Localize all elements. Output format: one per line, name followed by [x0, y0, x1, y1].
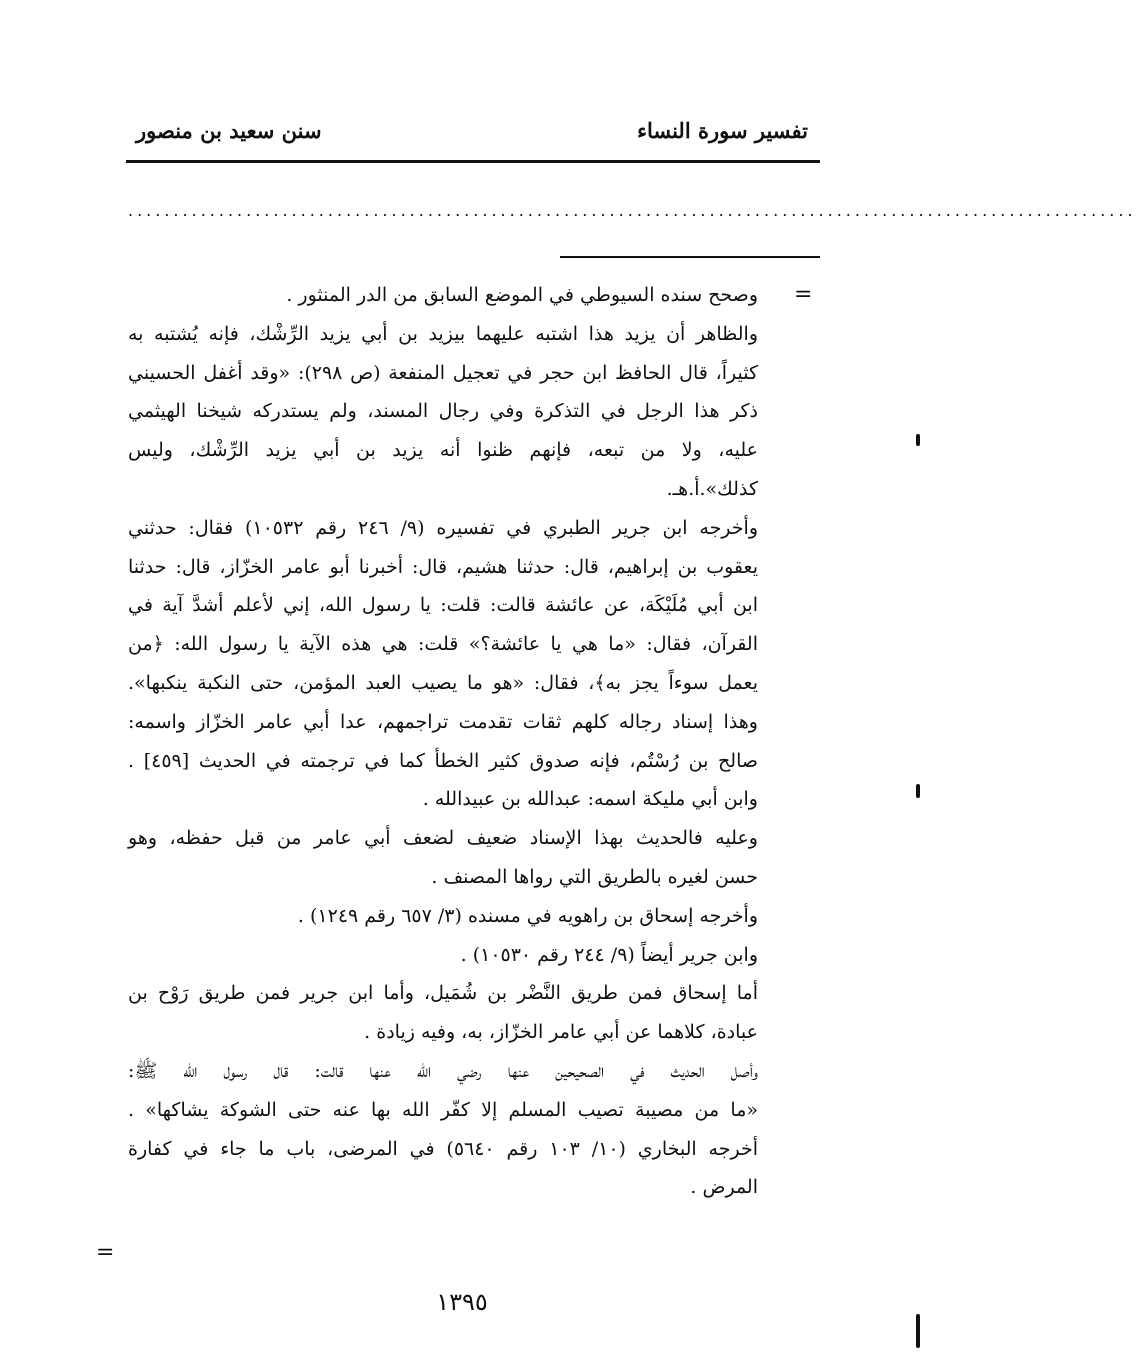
footnote-line: المرض . [690, 1176, 758, 1199]
edge-mark [916, 1314, 920, 1348]
edge-mark [916, 434, 920, 446]
header-rule [126, 160, 820, 163]
footnote-continuation-marker: = [794, 282, 813, 307]
footnote-line: ذكر هذا الرجل في التذكرة وفي رجال المسند، ولم يستدركه شيخنا الهيثمي [128, 400, 758, 423]
footnote-line: وابن جرير أيضاً (٩/ ٢٤٤ رقم ١٠٥٣٠) . [460, 943, 758, 966]
footnote-line: وأصل الحديث في الصحيحين عنها رضي الله عنها قالت: قال رسول الله ﷺ: [128, 1060, 758, 1082]
page-number: ١٣٩٥ [436, 1288, 488, 1316]
footnote-line: وصحح سنده السيوطي في الموضع السابق من الدر المنثور . [286, 284, 758, 306]
edge-mark [916, 784, 920, 798]
running-header-surah: تفسير سورة النساء [637, 118, 808, 143]
footnote-line: وأخرجه ابن جرير الطبري في تفسيره (٩/ ٢٤٦ رقم ١٠٥٣٢) فقال: حدثني [128, 516, 758, 539]
footnote-line: أخرجه البخاري (١٠/ ١٠٣ رقم ٥٦٤٠) في المرضى، باب ما جاء في كفارة [128, 1137, 758, 1160]
footnote-line: عليه، ولا من تبعه، فإنهم ظنوا أنه يزيد بن أبي يزيد الرِّشْك، وليس [128, 439, 758, 462]
footnote-line: حسن لغيره بالطريق التي رواها المصنف . [431, 866, 758, 888]
footnote-line: وعليه فالحديث بهذا الإسناد ضعيف لضعف أبي عامر من قبل حفظه، وهو [128, 827, 758, 850]
footnote-line: كثيراً، قال الحافظ ابن حجر في تعجيل المنفعة (ص ٢٩٨): «وقد أغفل الحسيني [128, 361, 758, 384]
continuation-marker: = [96, 1240, 115, 1265]
footnote-line: وأخرجه إسحاق بن راهويه في مسنده (٣/ ٦٥٧ رقم ١٢٤٩) . [297, 904, 758, 927]
footnote-line: وهذا إسناد رجاله كلهم ثقات تقدمت تراجمهم، عدا أبي عامر الخزّاز واسمه: [128, 710, 758, 733]
footnote-line: يعمل سوءاً يجز به﴾، فقال: «هو ما يصيب العبد المؤمن، حتى النكبة ينكبها». [128, 672, 758, 694]
footnote-line: والظاهر أن يزيد هذا اشتبه عليهما بيزيد بن أبي يزيد الرِّشْك، فإنه يُشتبه به [128, 322, 758, 345]
footnote-line: عبادة، كلاهما عن أبي عامر الخزّاز، به، وفيه زيادة . [364, 1021, 758, 1044]
footnote-line: أما إسحاق فمن طريق النَّضْر بن شُمَيل، وأما ابن جرير فمن طريق رَوْح بن [128, 982, 758, 1005]
dotted-separator: ............................................................................................................... [128, 201, 1137, 220]
running-header-book: سنن سعيد بن منصور [136, 118, 322, 143]
footnote-rule [560, 256, 820, 258]
footnote-line: «ما من مصيبة تصيب المسلم إلا كفّر الله بها عنه حتى الشوكة يشاكها» . [128, 1098, 758, 1121]
footnote-line: ابن أبي مُلَيْكَة، عن عائشة قالت: قلت: يا رسول الله، إني لأعلم أشدَّ آية في [128, 594, 758, 617]
footnote-line: يعقوب بن إبراهيم، قال: حدثنا هشيم، قال: أخبرنا أبو عامر الخزّاز، قال: حدثنا [128, 555, 758, 578]
footnote-line: صالح بن رُسْتُم، فإنه صدوق كثير الخطأ كما في ترجمته في الحديث [٤٥٩] . [128, 749, 759, 772]
footnote-line: وابن أبي مليكة اسمه: عبدالله بن عبيدالله . [422, 788, 758, 811]
footnote-line: كذلك».أ.هـ. [666, 478, 758, 500]
footnote-line: القرآن، فقال: «ما هي يا عائشة؟» قلت: هي هذه الآية يا رسول الله: ﴿من [128, 633, 758, 656]
